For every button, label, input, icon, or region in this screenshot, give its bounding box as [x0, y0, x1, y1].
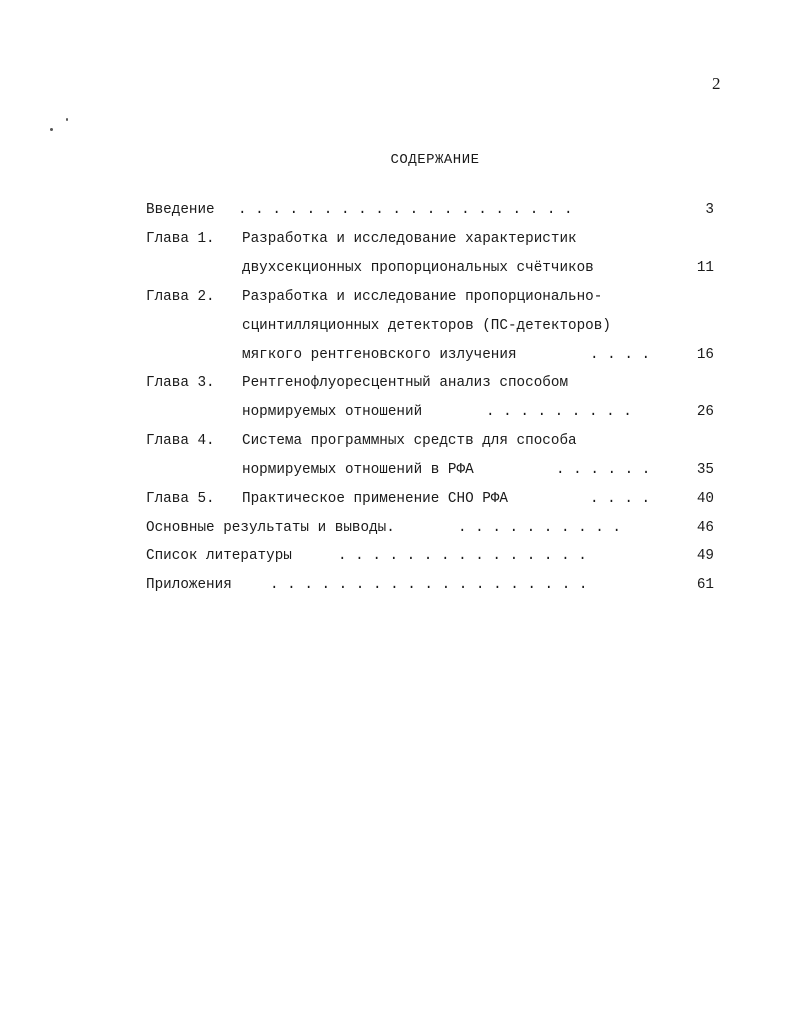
toc-leader-dots: . . . . — [590, 347, 651, 363]
toc-page-number: 49 — [696, 548, 714, 564]
toc-entry-introduction — [146, 202, 714, 231]
toc-entry-label: Глава 3. — [146, 375, 215, 391]
toc-page-number: 16 — [696, 347, 714, 363]
toc-page-number: 46 — [696, 520, 714, 536]
toc-entry-label: Глава 4. — [146, 433, 215, 449]
toc-leader-dots: . . . . . . . . . . — [458, 520, 622, 536]
toc-entry-title: Разработка и исследование характеристик — [242, 231, 577, 247]
toc-title: СОДЕРЖАНИЕ — [390, 152, 480, 168]
toc-leader-dots: . . . . . . — [556, 462, 651, 478]
toc-entry-label: Список литературы — [146, 548, 292, 564]
toc-leader-dots: . . . . . . . . . . . . . . . . . . . — [270, 577, 588, 593]
toc-page-number: 3 — [705, 202, 714, 218]
toc-entry-chapter-3 — [146, 375, 714, 433]
scan-speck — [66, 118, 68, 121]
toc-page-number: 35 — [696, 462, 714, 478]
toc-entry-title: Система программных средств для способа — [242, 433, 577, 449]
toc-entry-label: Основные результаты и выводы. — [146, 520, 395, 536]
toc-entry-chapter-5 — [146, 491, 714, 520]
toc-entry-chapter-1 — [146, 231, 714, 289]
toc-leader-dots: . . . . — [590, 491, 651, 507]
toc-entry-title: сцинтилляционных детекторов (ПС-детекторов) — [242, 318, 611, 334]
toc-leader-dots: . . . . . . . . . — [486, 404, 632, 420]
toc-page-number: 61 — [696, 577, 714, 593]
toc-entry-title: Практическое применение СНО РФА — [242, 491, 508, 507]
toc-leader-dots: . . . . . . . . . . . . . . . — [338, 548, 587, 564]
toc-entry-title: двухсекционных пропорциональных счётчиков — [242, 260, 594, 276]
scan-speck — [50, 128, 53, 131]
page-number: 2 — [712, 74, 721, 93]
toc-entry-title: Разработка и исследование пропорционально- — [242, 289, 603, 305]
toc-entry-label: Введение — [146, 202, 215, 218]
toc-entry-references — [146, 548, 714, 577]
toc-page-number: 26 — [696, 404, 714, 420]
toc-entry-title: нормируемых отношений в РФА — [242, 462, 474, 478]
toc-entry-label: Глава 2. — [146, 289, 215, 305]
toc-leader-dots: . . . . . . . . . . . . . . . . . . . . — [238, 202, 573, 218]
toc-entry-label: Приложения — [146, 577, 232, 593]
toc-entry-chapter-2 — [146, 289, 714, 376]
toc-entry-title: нормируемых отношений — [242, 404, 423, 420]
toc-page-number: 11 — [696, 260, 714, 276]
toc-entry-appendices — [146, 577, 714, 606]
toc-entry-conclusions — [146, 520, 714, 549]
toc-entry-title: Рентгенофлуоресцентный анализ способом — [242, 375, 569, 391]
toc-page-number: 40 — [696, 491, 714, 507]
toc-entry-chapter-4 — [146, 433, 714, 491]
toc-entry-label: Глава 5. — [146, 491, 215, 507]
toc-entry-label: Глава 1. — [146, 231, 215, 247]
toc-entry-title: мягкого рентгеновского излучения — [242, 347, 517, 363]
